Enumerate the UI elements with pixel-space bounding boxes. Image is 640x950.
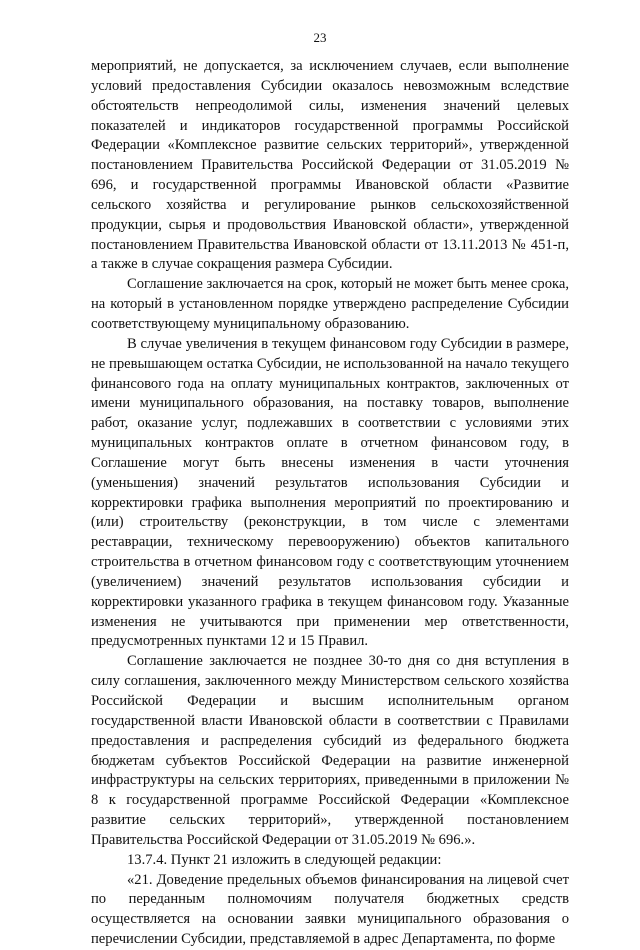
- paragraph-continuation: мероприятий, не допускается, за исключением случаев, если выполнение условий предоставления Субсидии оказалось невозможным вследствие обстоятельств непреодолимой силы, изменения значений целевых показателей и индикаторов государственной программы Российской Федерации «Комплексное развитие сельских территорий», утвержденной постановлением Правительства Российской Федерации от 31.05.2019 № 696, и государственной программы Ивановской области «Развитие сельского хозяйства и регулирование рынков сельскохозяйственной продукции, сырья и продовольствия Ивановской области», утвержденной постановлением Правительства Ивановской области от 13.11.2013 № 451-п, а также в случае сокращения размера Субсидии.: [91, 58, 569, 273]
- paragraph-clause-13-7-4: 13.7.4. Пункт 21 изложить в следующей редакции:: [127, 851, 442, 868]
- document-body: [91, 57, 569, 950]
- page-number: 23: [313, 30, 327, 45]
- paragraph-agreement-term: Соглашение заключается на срок, который не может быть менее срока, на который в установленном порядке утверждено распределение Субсидии соответствующему муниципальному образованию.: [91, 276, 569, 332]
- paragraph-clause-21: «21. Доведение предельных объемов финансирования на лицевой счет по переданным полномочиям получателя бюджетных средств осуществляется на основании заявки муниципального образования о перечислении Субсидии, представляемой в адрес Департамента, по форме: [91, 871, 569, 948]
- paragraph-agreement-deadline: Соглашение заключается не позднее 30-то дня со дня вступления в силу соглашения, заключенного между Министерством сельского хозяйства Российской Федерации и высшим исполнительным органом государственной власти Ивановской области в соответствии с Правилами предоставления и распределения субсидий из федерального бюджета бюджетам субъектов Российской Федерации на развитие инженерной инфраструктуры на сельских территориях, приведенными в приложении № 8 к государственной программе Российской Федерации «Комплексное развитие сельских территорий», утвержденной постановлением Правительства Российской Федерации от 31.05.2019 № 696.».: [91, 653, 569, 848]
- paragraph-subsidy-increase: В случае увеличения в текущем финансовом году Субсидии в размере, не превышающем остатка Субсидии, не использованной на начало текущего финансового года на оплату муниципальных контрактов, заключенных от имени муниципального образования, на поставку товаров, выполнение работ, оказание услуг, подлежавших в соответствии с условиями этих муниципальных контрактов оплате в отчетном финансовом году, в Соглашение могут быть внесены изменения в части уточнения (уменьшения) значений результатов использования Субсидии и корректировки графика выполнения мероприятий по проектированию и (или) строительству (реконструкции, в том числе с элементами реставрации, техническому перевооружению) объектов капитального строительства в отчетном финансовом году с соответствующим уточнением (увеличением) значений результатов использования субсидии и корректировки указанного графика в текущем финансовом году. Указанные изменения не учитываются при применении мер ответственности, предусмотренных пунктами 12 и 15 Правил.: [91, 335, 569, 650]
